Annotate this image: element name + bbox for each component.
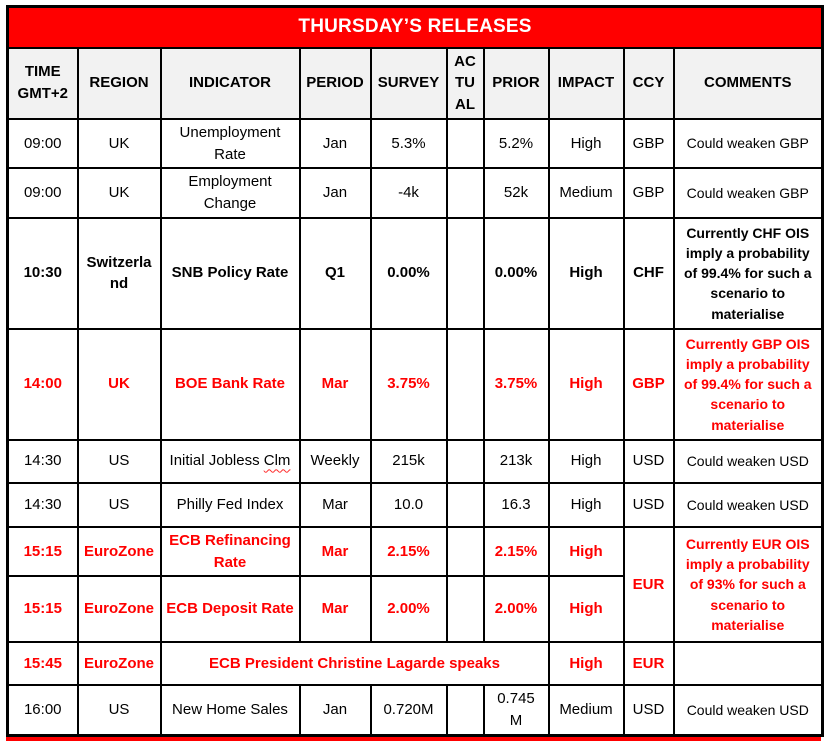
cell-indicator: SNB Policy Rate: [161, 218, 300, 329]
cell-impact: High: [549, 642, 624, 685]
cell-period: Weekly: [300, 440, 371, 483]
table-row: [8, 440, 823, 483]
cell-period: Mar: [300, 329, 371, 440]
cell-actual: [447, 119, 484, 169]
cell-ccy: GBP: [624, 119, 674, 169]
table-row: [8, 168, 823, 218]
bottom-red-bar: [6, 737, 821, 741]
cell-region: Switzerland: [78, 218, 161, 329]
cell-actual: [447, 576, 484, 642]
cell-impact: High: [549, 483, 624, 527]
col-header-region: REGION: [78, 48, 161, 119]
cell-actual: [447, 440, 484, 483]
cell-impact: Medium: [549, 168, 624, 218]
cell-actual: [447, 329, 484, 440]
cell-survey: 5.3%: [371, 119, 447, 169]
cell-comments: [674, 642, 823, 685]
cell-comments: Could weaken GBP: [674, 168, 823, 218]
cell-time: 14:30: [8, 483, 78, 527]
col-header-period: PERIOD: [300, 48, 371, 119]
cell-region: US: [78, 685, 161, 735]
cell-prior: 3.75%: [484, 329, 549, 440]
table-row: [8, 329, 823, 440]
cell-comments: Could weaken USD: [674, 483, 823, 527]
cell-period: Q1: [300, 218, 371, 329]
cell-time: 15:15: [8, 576, 78, 642]
cell-region: EuroZone: [78, 642, 161, 685]
cell-impact: Medium: [549, 685, 624, 735]
cell-time: 09:00: [8, 168, 78, 218]
table-row: [8, 483, 823, 527]
cell-period: Mar: [300, 483, 371, 527]
cell-time: 16:00: [8, 685, 78, 735]
table-row: [8, 218, 823, 329]
cell-time: 15:15: [8, 527, 78, 577]
cell-prior: 2.15%: [484, 527, 549, 577]
cell-survey: 2.00%: [371, 576, 447, 642]
col-header-survey: SURVEY: [371, 48, 447, 119]
cell-comments: Could weaken USD: [674, 685, 823, 735]
cell-ccy: USD: [624, 440, 674, 483]
col-header-time: TIME GMT+2: [8, 48, 78, 119]
cell-ccy: GBP: [624, 329, 674, 440]
col-header-prior: PRIOR: [484, 48, 549, 119]
cell-time: 14:30: [8, 440, 78, 483]
cell-comments-merged: Currently EUR OIS imply a probability of 93% for such a scenario to materialise: [674, 527, 823, 643]
cell-indicator: ECB Deposit Rate: [161, 576, 300, 642]
cell-period: Mar: [300, 576, 371, 642]
header-row: [8, 48, 823, 119]
cell-survey: 0.720M: [371, 685, 447, 735]
page-title: THURSDAY’S RELEASES: [8, 7, 823, 48]
cell-survey: 0.00%: [371, 218, 447, 329]
cell-time: 15:45: [8, 642, 78, 685]
misspelled-word: Clm: [263, 452, 291, 470]
cell-period: Jan: [300, 119, 371, 169]
cell-actual: [447, 483, 484, 527]
cell-actual: [447, 527, 484, 577]
table-row: [8, 119, 823, 169]
cell-survey: 215k: [371, 440, 447, 483]
cell-ccy: USD: [624, 685, 674, 735]
indicator-text: Initial Jobless: [169, 452, 264, 470]
cell-prior: 0.00%: [484, 218, 549, 329]
col-header-ccy: CCY: [624, 48, 674, 119]
cell-indicator: Philly Fed Index: [161, 483, 300, 527]
cell-impact: High: [549, 119, 624, 169]
cell-indicator: Employment Change: [161, 168, 300, 218]
cell-impact: High: [549, 440, 624, 483]
col-header-actual: ACTUAL: [447, 48, 484, 119]
cell-region: EuroZone: [78, 527, 161, 577]
cell-indicator: BOE Bank Rate: [161, 329, 300, 440]
cell-time: 09:00: [8, 119, 78, 169]
cell-region: US: [78, 440, 161, 483]
cell-comments: Currently CHF OIS imply a probability of 99.4% for such a scenario to materialise: [674, 218, 823, 329]
cell-event-merged: ECB President Christine Lagarde speaks: [161, 642, 549, 685]
cell-impact: High: [549, 329, 624, 440]
cell-actual: [447, 685, 484, 735]
cell-indicator: New Home Sales: [161, 685, 300, 735]
table-row: [8, 685, 823, 735]
cell-ccy: EUR: [624, 642, 674, 685]
col-header-indicator: INDICATOR: [161, 48, 300, 119]
cell-ccy-merged: EUR: [624, 527, 674, 643]
cell-ccy: USD: [624, 483, 674, 527]
cell-impact: High: [549, 576, 624, 642]
cell-prior: 2.00%: [484, 576, 549, 642]
cell-ccy: CHF: [624, 218, 674, 329]
cell-prior: 16.3: [484, 483, 549, 527]
cell-survey: 10.0: [371, 483, 447, 527]
table-row: [8, 527, 823, 577]
cell-prior: 5.2%: [484, 119, 549, 169]
cell-survey: -4k: [371, 168, 447, 218]
cell-time: 10:30: [8, 218, 78, 329]
cell-survey: 3.75%: [371, 329, 447, 440]
cell-ccy: GBP: [624, 168, 674, 218]
cell-comments: Could weaken GBP: [674, 119, 823, 169]
col-header-impact: IMPACT: [549, 48, 624, 119]
cell-indicator: Unemployment Rate: [161, 119, 300, 169]
cell-prior: 0.745 M: [484, 685, 549, 735]
cell-impact: High: [549, 527, 624, 577]
cell-region: US: [78, 483, 161, 527]
cell-prior: 213k: [484, 440, 549, 483]
table-row: [8, 642, 823, 685]
cell-period: Mar: [300, 527, 371, 577]
cell-region: EuroZone: [78, 576, 161, 642]
cell-region: UK: [78, 329, 161, 440]
cell-indicator: ECB Refinancing Rate: [161, 527, 300, 577]
cell-impact: High: [549, 218, 624, 329]
cell-region: UK: [78, 119, 161, 169]
cell-region: UK: [78, 168, 161, 218]
cell-survey: 2.15%: [371, 527, 447, 577]
cell-period: Jan: [300, 168, 371, 218]
cell-indicator: [161, 440, 300, 483]
releases-sheet: [6, 5, 821, 741]
cell-comments: Could weaken USD: [674, 440, 823, 483]
cell-comments: Currently GBP OIS imply a probability of 99.4% for such a scenario to materialise: [674, 329, 823, 440]
releases-table: [6, 5, 824, 737]
cell-actual: [447, 218, 484, 329]
cell-period: Jan: [300, 685, 371, 735]
col-header-comments: COMMENTS: [674, 48, 823, 119]
cell-actual: [447, 168, 484, 218]
cell-time: 14:00: [8, 329, 78, 440]
title-row: [8, 7, 823, 48]
cell-prior: 52k: [484, 168, 549, 218]
